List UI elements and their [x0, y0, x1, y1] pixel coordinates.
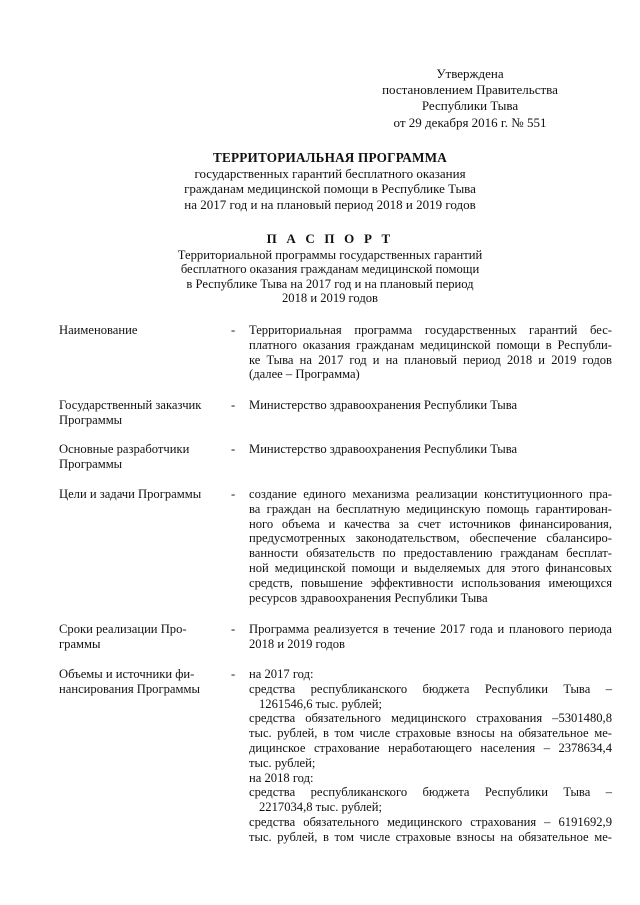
approval-block — [340, 66, 600, 131]
row-value-line: средства обязательного медицинского страхования –5301480,8 — [249, 711, 612, 726]
row-value-line: Территориальная программа государственных гарантий бес- — [249, 323, 612, 337]
row-label-line: граммы — [59, 636, 101, 651]
row-value-line: ресурсов здравоохранения Республики Тыва — [249, 590, 488, 605]
passport-subtitle-line: в Республике Тыва на 2017 год и на плановый период — [186, 276, 474, 291]
row-label — [59, 622, 224, 652]
row-value — [249, 667, 612, 845]
row-dash: - — [231, 398, 236, 412]
row-value-line: дицинское страхование неработающего населения – 2378634,4 — [249, 740, 612, 755]
approval-line: постановлением Правительства — [382, 82, 558, 98]
row-value-line: 1261546,6 тыс. рублей; — [259, 696, 382, 711]
passport-title: П А С П О Р Т — [266, 231, 394, 246]
row-value-line: ке Тыва на 2017 год и на плановый период 2018 и 2019 годов — [249, 352, 612, 367]
passport-subtitle-line: Территориальной программы государственных гарантий — [177, 247, 483, 262]
row-value-line: средства обязательного медицинского страхования – 6191692,9 — [249, 814, 612, 829]
program-subtitle-line: государственных гарантий бесплатного оказания — [194, 165, 466, 181]
row-value-line: средства республиканского бюджета Республики Тыва – — [249, 785, 612, 800]
row-value-line: ва граждан на бесплатную медицинскую помощь гарантирован- — [249, 501, 612, 516]
row-label-line: Наименование — [59, 323, 138, 337]
row-label-line: Основные разработчики — [59, 442, 190, 456]
approval-line: Республики Тыва — [421, 98, 519, 114]
row-value-line: 2217034,8 тыс. рублей; — [259, 800, 382, 815]
row-label-line: Государственный заказчик — [59, 398, 202, 412]
row-dash: - — [231, 442, 236, 456]
program-subtitle-line: на 2017 год и на плановый период 2018 и 2019 годов — [184, 196, 476, 212]
row-label-line: Программы — [59, 456, 123, 471]
row-label-line: Цели и задачи Программы — [59, 487, 202, 501]
program-title-block — [110, 150, 550, 212]
approval-line: Утверждена — [436, 66, 504, 81]
row-label — [59, 323, 224, 338]
row-value — [249, 487, 612, 605]
row-value-line: (далее – Программа) — [249, 367, 360, 382]
program-title: ТЕРРИТОРИАЛЬНАЯ ПРОГРАММА — [212, 150, 447, 165]
row-value-line: ванности обязательств по предоставлению гражданам бесплат- — [249, 546, 612, 561]
row-value-line: предусмотренных законодательством, обеспечение сбалансиро- — [249, 531, 612, 546]
row-value-line: ной медицинской помощи и выделяемых для этого финансовых — [249, 560, 612, 575]
row-value — [249, 622, 612, 652]
row-value-line: платного оказания гражданам медицинской помощи в Республи- — [249, 337, 612, 352]
row-value-line: Министерство здравоохранения Республики Тыва — [249, 398, 518, 412]
passport-heading-block — [110, 232, 550, 306]
row-label — [59, 667, 224, 697]
row-label-line: Программы — [59, 412, 123, 427]
row-value — [249, 442, 612, 457]
row-label — [59, 398, 224, 428]
row-value-line: 2018 и 2019 годов — [249, 636, 345, 651]
approval-line: от 29 декабря 2016 г. № 551 — [393, 114, 547, 130]
passport-subtitle-line: бесплатного оказания гражданам медицинской помощи — [180, 262, 480, 277]
row-label — [59, 487, 224, 502]
row-value-line: на 2018 год: — [249, 770, 314, 785]
row-value — [249, 398, 612, 413]
program-subtitle-line: гражданам медицинской помощи в Республике Тыва — [184, 181, 476, 196]
row-value-line: на 2017 год: — [249, 667, 314, 681]
row-value-line: тыс. рублей, в том числе страховые взносы на обязательное ме- — [249, 726, 612, 741]
row-value-line: тыс. рублей; — [249, 755, 316, 770]
row-value-line: создание единого механизма реализации конституционного пра- — [249, 487, 612, 501]
row-dash: - — [231, 667, 236, 681]
row-dash: - — [231, 487, 236, 501]
row-value-line: Программа реализуется в течение 2017 года и планового периода — [249, 622, 612, 636]
row-label-line: Сроки реализации Про- — [59, 622, 187, 636]
row-dash: - — [231, 622, 236, 636]
row-value — [249, 323, 612, 382]
passport-subtitle-line: 2018 и 2019 годов — [282, 291, 378, 306]
row-label-line: Объемы и источники фи- — [59, 667, 195, 681]
row-value-line: Министерство здравоохранения Республики Тыва — [249, 442, 518, 456]
row-value-line: средства республиканского бюджета Республики Тыва – — [249, 681, 612, 696]
row-value-line: ного объема и качества за счет источников финансирования, — [249, 516, 612, 531]
row-dash: - — [231, 323, 236, 337]
row-value-line: средств, повышение эффективности использования имеющихся — [249, 575, 612, 590]
row-value-line: тыс. рублей, в том числе страховые взносы на обязательное ме- — [249, 829, 612, 844]
row-label — [59, 442, 224, 472]
row-label-line: нансирования Программы — [59, 681, 200, 696]
